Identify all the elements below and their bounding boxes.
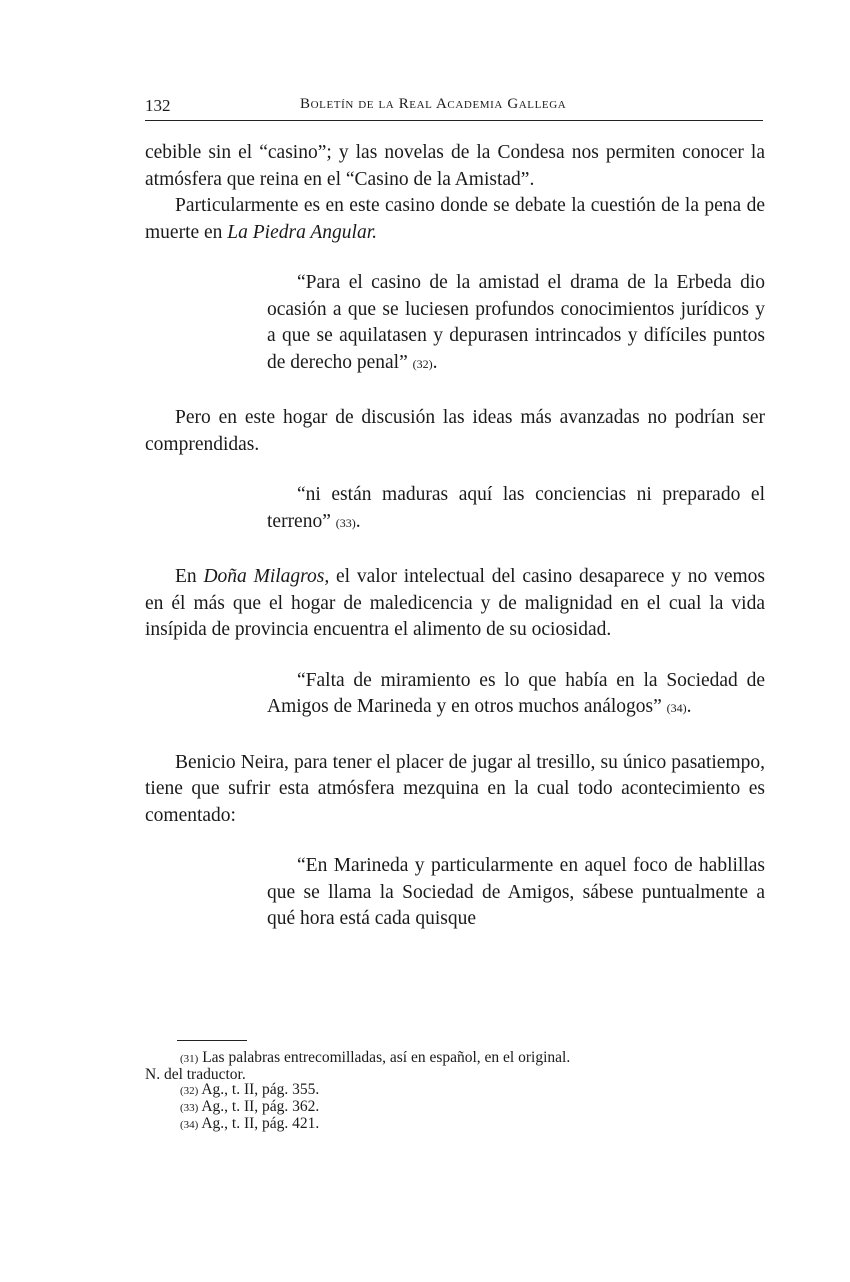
quote-text: “ni están maduras aquí las conciencias ni preparado el terreno” — [267, 484, 765, 532]
note-ref: (33) — [335, 515, 356, 530]
footnote — [145, 1082, 765, 1099]
block-quote — [267, 482, 765, 536]
paragraph — [145, 193, 765, 246]
note-ref: (34) — [666, 701, 687, 715]
footnote-text: Las palabras entrecomilladas, así en español, en el original. — [198, 1049, 571, 1066]
quote-text: “Para el casino de la amistad el drama de la Erbeda dio ocasión a que se luciesen profundos conocimientos jurídicos y a que se aquilatasen y depurasen intrincados y difíciles puntos de derecho penal” — [267, 272, 765, 373]
quote-end: . — [432, 351, 438, 373]
footnote-text: Ag., t. II, pág. 421. — [198, 1115, 320, 1132]
footnote-number: (33) — [180, 1102, 199, 1114]
block-quote — [267, 668, 765, 722]
block-quote — [267, 270, 765, 377]
footnote-number: (31) — [180, 1053, 199, 1065]
running-head: Boletín de la Real Academia Gallega — [300, 96, 567, 112]
quote-text: “Falta de miramiento es lo que había en la Sociedad de Amigos de Marineda y en otros muchos análogos” — [267, 669, 765, 717]
paragraph — [145, 564, 765, 644]
header-rule — [145, 120, 763, 121]
body-text — [145, 140, 765, 933]
footnote-number: (32) — [180, 1085, 199, 1097]
footnote-number: (34) — [180, 1119, 199, 1131]
page-number: 132 — [145, 96, 171, 115]
paragraph-text: Particularmente es en este casino donde se debate la cuestión de la pena de muerte en — [145, 195, 765, 243]
quote-end: . — [686, 696, 692, 717]
footnote — [145, 1099, 765, 1116]
book-title: La Piedra Angular. — [227, 221, 377, 243]
footnote-continuation: N. del traductor. — [145, 1066, 246, 1083]
paragraph-text: En — [175, 566, 204, 587]
paragraph: Benicio Neira, para tener el placer de jugar al tresillo, su único pasatiempo, tiene que sufrir esta atmósfera mezquina en la cual todo acontecimiento es comentado: — [145, 751, 765, 826]
footnote — [145, 1050, 765, 1067]
footnote-rule — [177, 1040, 247, 1041]
block-quote: “En Marineda y particularmente en aquel foco de hablillas que se llama la Sociedad de Amigos, sábese puntualmente a qué hora está cada quisque — [267, 855, 765, 929]
paragraph: cebible sin el “casino”; y las novelas de la Condesa nos permiten conocer la atmósfera que reina en el “Casino de la Amistad”. — [145, 142, 765, 190]
note-ref: (32) — [412, 356, 433, 371]
footnote-text: Ag., t. II, pág. 362. — [198, 1098, 320, 1115]
footnotes — [145, 1050, 765, 1133]
footnote — [145, 1116, 765, 1133]
paragraph-text: el valor intelectual del casino desaparece y no vemos en él más que el hogar de maledicencia y de malignidad en el cual la vida insípida de provincia encuentra el alimento de su ociosidad. — [145, 566, 765, 640]
paragraph: Pero en este hogar de discusión las ideas más avanzadas no podrían ser comprendidas. — [145, 407, 765, 455]
book-title: Doña Milagros, — [203, 566, 330, 587]
footnote-text: Ag., t. II, pág. 355. — [198, 1081, 320, 1098]
quote-end: . — [355, 510, 361, 532]
